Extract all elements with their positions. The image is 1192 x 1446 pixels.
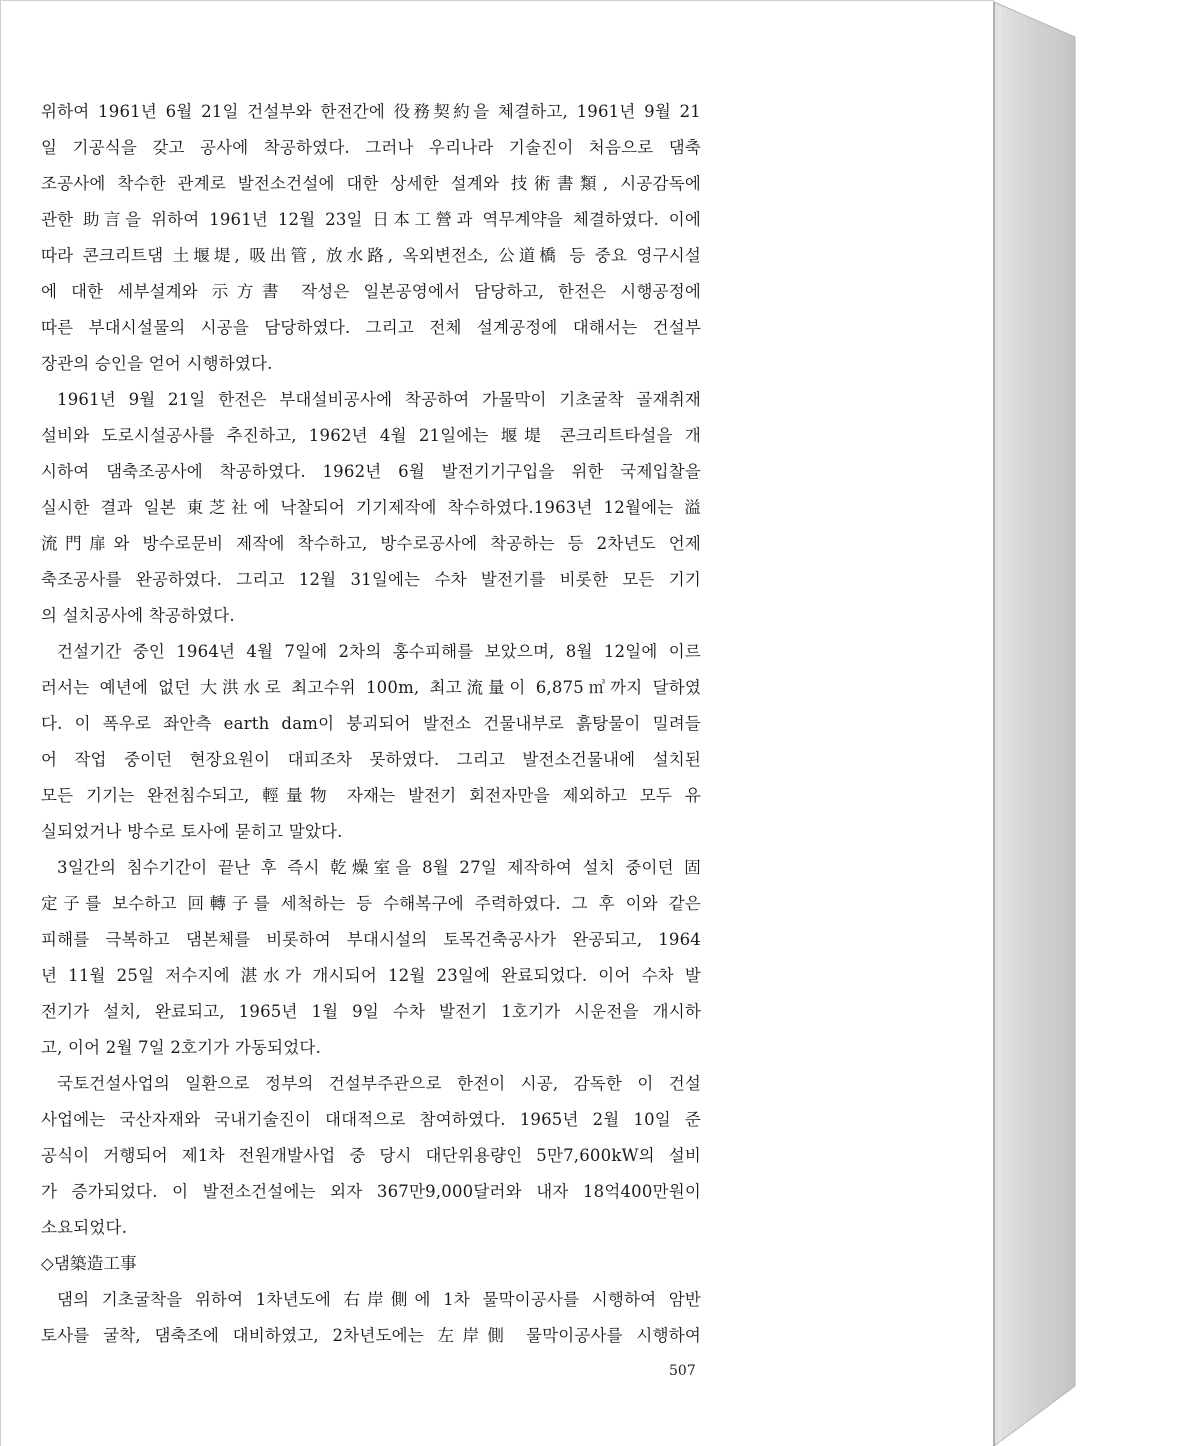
text-line: 축조공사를 완공하였다. 그리고 12월 31일에는 수차 발전기를 비롯한 모든 기기	[41, 570, 701, 589]
text-line: 설비와 도로시설공사를 추진하고, 1962년 4월 21일에는 堰堤 콘크리트타설을 개	[41, 426, 701, 445]
text-line: 의 설치공사에 착공하였다.	[41, 606, 235, 625]
text-line: 댐의 기초굴착을 위하여 1차년도에 右岸側에 1차 물막이공사를 시행하여 암반	[57, 1290, 701, 1309]
text-line: 러서는 예년에 없던 大洪水로 최고수위 100m, 최고流量이 6,875㎥까지 달하였	[41, 678, 701, 697]
text-line: 사업에는 국산자재와 국내기술진이 대대적으로 참여하였다. 1965년 2월 10일 준	[41, 1110, 701, 1129]
text-line: 가 증가되었다. 이 발전소건설에는 외자 367만9,000달러와 내자 18억400만원이	[41, 1182, 701, 1201]
text-line: 고, 이어 2월 7일 2호기가 가동되었다.	[41, 1038, 322, 1057]
text-line: 일 기공식을 갖고 공사에 착공하였다. 그러나 우리나라 기술진이 처음으로 댐축	[41, 138, 701, 157]
text-line: 에 대한 세부설계와 示方書 작성은 일본공영에서 담당하고, 한전은 시행공정에	[41, 282, 701, 301]
text-line: 위하여 1961년 6월 21일 건설부와 한전간에 役務契約을 체결하고, 1961년 9월 21	[41, 102, 701, 121]
text-line: 실시한 결과 일본 東芝社에 낙찰되어 기기제작에 착수하였다.1963년 12월에는 溢	[41, 498, 701, 517]
text-line: 토사를 굴착, 댐축조에 대비하였고, 2차년도에는 左岸側 물막이공사를 시행하여	[41, 1326, 701, 1345]
text-line: 전기가 설치, 완료되고, 1965년 1월 9일 수차 발전기 1호기가 시운전을 개시하	[41, 1002, 701, 1021]
text-line: 定子를 보수하고 回轉子를 세척하는 등 수해복구에 주력하였다. 그 후 이와 같은	[41, 894, 701, 913]
text-line: 다. 이 폭우로 좌안측 earth dam이 붕괴되어 발전소 건물내부로 흙탕물이 밀려들	[41, 714, 701, 733]
text-line: 따라 콘크리트댐 土堰堤, 吸出管, 放水路, 옥외변전소, 公道橋 등 중요 영구시설	[41, 246, 701, 265]
text-line: 건설기간 중인 1964년 4월 7일에 2차의 홍수피해를 보았으며, 8월 12일에 이르	[57, 642, 701, 661]
text-line: 1961년 9월 21일 한전은 부대설비공사에 착공하여 가물막이 기초굴착 골재취재	[57, 390, 701, 409]
text-line: 공식이 거행되어 제1차 전원개발사업 중 당시 대단위용량인 5만7,600kW의 설비	[41, 1146, 701, 1165]
text-line: 년 11월 25일 저수지에 湛水가 개시되어 12월 23일에 완료되었다. 이어 수차 발	[41, 966, 701, 985]
text-line: 流門扉와 방수로문비 제작에 착수하고, 방수로공사에 착공하는 등 2차년도 언제	[41, 534, 701, 553]
text-line: 시하여 댐축조공사에 착공하였다. 1962년 6월 발전기기구입을 위한 국제입찰을	[41, 462, 701, 481]
text-line: 피해를 극복하고 댐본체를 비롯하여 부대시설의 토목건축공사가 완공되고, 1964	[41, 930, 701, 949]
text-line: 어 작업 중이던 현장요원이 대피조차 못하였다. 그리고 발전소건물내에 설치된	[41, 750, 701, 769]
text-line: 따른 부대시설물의 시공을 담당하였다. 그리고 전체 설계공정에 대해서는 건설부	[41, 318, 701, 337]
text-line: 실되었거나 방수로 토사에 묻히고 말았다.	[41, 822, 343, 841]
text-line: 3일간의 침수기간이 끝난 후 즉시 乾燥室을 8월 27일 제작하여 설치 중이던 固	[57, 858, 701, 877]
text-line: 관한 助言을 위하여 1961년 12월 23일 日本工營과 역무계약을 체결하였다. 이에	[41, 210, 701, 229]
section-heading: ◇댐築造工事	[41, 1254, 137, 1273]
text-line: 모든 기기는 완전침수되고, 輕量物 자재는 발전기 회전자만을 제외하고 모두 유	[41, 786, 701, 805]
text-line: 조공사에 착수한 관계로 발전소건설에 대한 상세한 설계와 技術書類, 시공감독에	[41, 174, 701, 193]
text-line: 장관의 승인을 얻어 시행하였다.	[41, 354, 273, 373]
text-line: 국토건설사업의 일환으로 정부의 건설부주관으로 한전이 시공, 감독한 이 건설	[57, 1074, 701, 1093]
text-line: 소요되었다.	[41, 1218, 128, 1237]
page-number: 507	[669, 1363, 696, 1379]
